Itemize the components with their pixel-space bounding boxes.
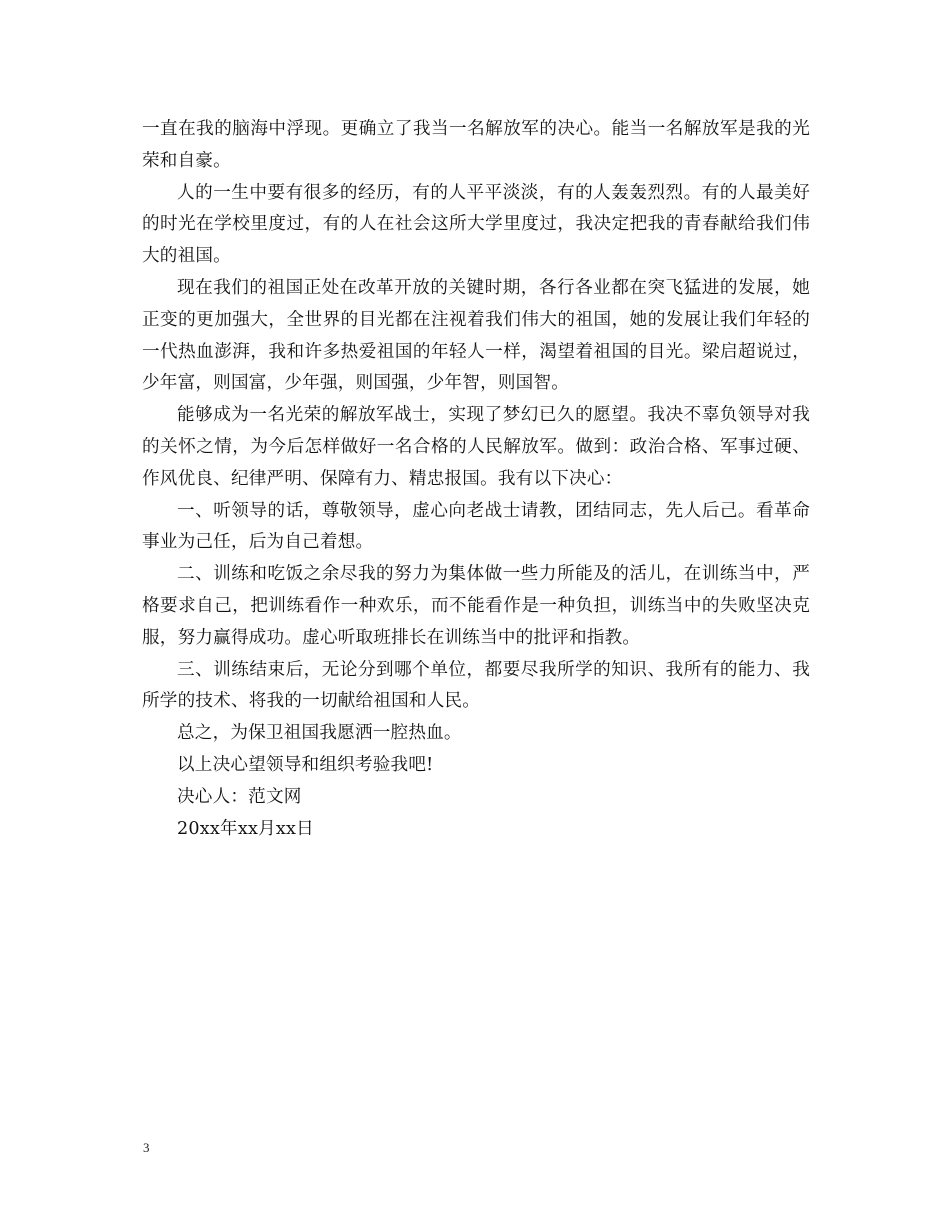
signature-line: 决心人：范文网	[177, 786, 302, 807]
document-body	[142, 114, 810, 845]
paragraph-6: 二、训练和吃饭之余尽我的努力为集体做一些力所能及的活儿，在训练当中，严格要求自己，把训练看作一种欢乐，而不能看作是一种负担，训练当中的失败坚决克服，努力赢得成功。虚心听取班排长在训练当中的批评和指教。	[142, 564, 810, 648]
paragraph-5: 一、听领导的话，尊敬领导，虚心向老战士请教，团结同志，先人后己。看革命事业为己任，后为自己着想。	[142, 500, 810, 553]
paragraph-9: 以上决心望领导和组织考验我吧!	[177, 754, 434, 775]
page-number: 3	[143, 1140, 150, 1155]
paragraph-3: 现在我们的祖国正处在改革开放的关键时期，各行各业都在突飞猛进的发展，她正变的更加强大，全世界的目光都在注视着我们伟大的祖国，她的发展让我们年轻的一代热血澎湃，我和许多热爱祖国的年轻人一样，渴望着祖国的目光。梁启超说过，少年富，则国富，少年强，则国强，少年智，则国智。	[142, 277, 810, 394]
paragraph-7: 三、训练结束后，无论分到哪个单位，都要尽我所学的知识、我所有的能力、我所学的技术、将我的一切献给祖国和人民。	[142, 659, 810, 712]
paragraph-8: 总之，为保卫祖国我愿洒一腔热血。	[177, 723, 462, 744]
date-line: 20xx年xx月xx日	[177, 818, 314, 839]
paragraph-1: 一直在我的脑海中浮现。更确立了我当一名解放军的决心。能当一名解放军是我的光荣和自豪。	[142, 119, 810, 171]
paragraph-4: 能够成为一名光荣的解放军战士，实现了梦幻已久的愿望。我决不辜负领导对我的关怀之情，为今后怎样做好一名合格的人民解放军。做到：政治合格、军事过硬、作风优良、纪律严明、保障有力、精忠报国。我有以下决心：	[142, 405, 810, 489]
paragraph-2: 人的一生中要有很多的经历，有的人平平淡淡，有的人轰轰烈烈。有的人最美好的时光在学校里度过，有的人在社会这所大学里度过，我决定把我的青春献给我们伟大的祖国。	[142, 182, 810, 267]
